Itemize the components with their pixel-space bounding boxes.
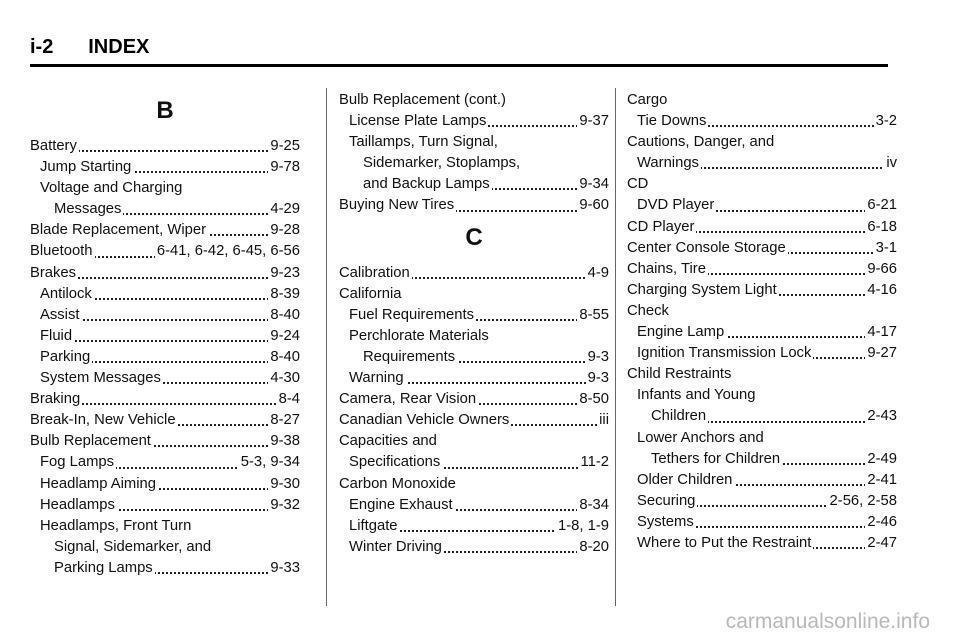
- index-entry-page: 3-1: [874, 238, 897, 259]
- index-entry-text: Check: [627, 302, 669, 319]
- index-entry: [627, 217, 897, 238]
- index-entry-page: 9-33: [268, 558, 300, 579]
- section-letter: C: [465, 223, 483, 251]
- index-entry: [339, 431, 609, 452]
- index-entry: [54, 558, 300, 579]
- index-entry-text: System Messages: [40, 370, 161, 387]
- index-entry: [40, 495, 300, 516]
- page-title: INDEX: [88, 36, 150, 58]
- index-entry-text: Canadian Vehicle Owners: [339, 412, 510, 429]
- index-entry-text: Engine Exhaust: [349, 496, 453, 513]
- index-entry-text: Warning: [349, 370, 404, 387]
- index-entry: [651, 449, 897, 470]
- index-entry: [349, 368, 609, 389]
- index-entry-text: Ignition Transmission Lock: [637, 345, 812, 362]
- index-entry-text: Chains, Tire: [627, 260, 706, 277]
- index-entry-text: Headlamps, Front Turn: [40, 517, 192, 534]
- index-entry-text: Bluetooth: [30, 243, 93, 260]
- index-entry-page: 2-41: [865, 470, 897, 491]
- index-entry-page: 4-29: [268, 199, 300, 220]
- index-entry: [30, 410, 300, 431]
- index-entry: [627, 280, 897, 301]
- index-entry-page: 6-18: [865, 217, 897, 238]
- index-entry: [627, 174, 897, 195]
- index-entry-text: Infants and Young: [637, 387, 756, 404]
- index-entry: [30, 220, 300, 241]
- index-entry: [30, 431, 300, 452]
- index-entry-page: 9-3: [586, 347, 609, 368]
- index-entry-text: Jump Starting: [40, 159, 132, 176]
- index-column-1: [30, 90, 300, 579]
- index-entry-text: Lower Anchors and: [637, 429, 764, 446]
- index-entry-text: Charging System Light: [627, 281, 777, 298]
- index-entry-page: 8-20: [577, 537, 609, 558]
- index-entry: [651, 406, 897, 427]
- index-entry-text: Parking: [40, 348, 91, 365]
- index-entry-page: 2-47: [865, 533, 897, 554]
- index-entry-page: 2-56, 2-58: [828, 491, 897, 512]
- index-entry-text: Headlamp Aiming: [40, 475, 156, 492]
- index-entry: [339, 389, 609, 410]
- index-entry-page: 8-27: [268, 410, 300, 431]
- index-entry: [40, 452, 300, 473]
- index-entry: [637, 533, 897, 554]
- index-entry-text: Capacities and: [339, 433, 437, 450]
- index-entry-page: 4-30: [268, 368, 300, 389]
- index-entry-text: Battery: [30, 138, 77, 154]
- index-entry-page: 9-28: [268, 220, 300, 241]
- index-entry-page: 11-2: [578, 452, 609, 473]
- index-entry-page: 2-49: [865, 449, 897, 470]
- index-entry-text: CD: [627, 176, 649, 193]
- index-entry-text: Antilock: [40, 285, 92, 302]
- index-entry-text: Signal, Sidemarker, and: [54, 538, 212, 555]
- index-entry-text: Buying New Tires: [339, 197, 455, 214]
- index-entry: [339, 410, 609, 431]
- index-entry-page: 4-9: [586, 263, 609, 284]
- index-entry-page: 5-3, 9-34: [239, 452, 300, 473]
- index-entry-text: Fuel Requirements: [349, 306, 475, 323]
- index-entry-page: 9-38: [268, 431, 300, 452]
- index-entry: [363, 153, 609, 174]
- index-entry: [637, 195, 897, 216]
- index-entry-text: Where to Put the Restraint: [637, 534, 812, 551]
- index-entry: [349, 516, 609, 537]
- column-divider: [326, 88, 327, 606]
- index-entry: [637, 153, 897, 174]
- index-entry: [40, 178, 300, 199]
- index-entry: [627, 132, 897, 153]
- index-entry-text: Blade Replacement, Wiper: [30, 222, 207, 239]
- index-entry: [627, 364, 897, 385]
- index-entry: [339, 284, 609, 305]
- index-entry-page: 9-34: [577, 174, 609, 195]
- index-entry-text: Tie Downs: [637, 113, 707, 130]
- index-entry-text: Break-In, New Vehicle: [30, 412, 176, 429]
- index-entry-page: 8-34: [577, 495, 609, 516]
- index-entry-text: Cautions, Danger, and: [627, 134, 775, 151]
- index-entry-text: Child Restraints: [627, 366, 732, 383]
- index-entry-text: Center Console Storage: [627, 239, 786, 256]
- index-entry: [30, 263, 300, 284]
- index-entry-text: CD Player: [627, 218, 695, 235]
- index-entry: [30, 241, 300, 262]
- index-entry-text: Parking Lamps: [54, 559, 153, 576]
- index-entry-page: 4-16: [865, 280, 897, 301]
- index-entry-page: 2-46: [865, 512, 897, 533]
- index-entry: [627, 238, 897, 259]
- index-entry-page: 1-8, 1-9: [556, 516, 609, 537]
- index-entry: [339, 195, 609, 216]
- index-entry: [54, 199, 300, 220]
- index-entry-page: 8-39: [268, 284, 300, 305]
- index-entry: [349, 452, 609, 473]
- watermark: carmanualsonline.info: [725, 610, 930, 633]
- index-entry-text: Cargo: [627, 92, 668, 108]
- index-entry-page: 9-25: [268, 136, 300, 157]
- index-entry-text: Tethers for Children: [651, 450, 781, 467]
- index-column-2: [339, 90, 609, 558]
- index-entry: [40, 347, 300, 368]
- index-entry: [339, 263, 609, 284]
- index-entry: [637, 385, 897, 406]
- index-entry-text: Older Children: [637, 471, 733, 488]
- page-header: [30, 36, 149, 59]
- index-entry-text: DVD Player: [637, 197, 715, 214]
- index-entry-text: Bulb Replacement: [30, 433, 151, 450]
- index-entry: [30, 136, 300, 157]
- index-entry-text: Fog Lamps: [40, 454, 115, 471]
- index-entry-page: 9-3: [586, 368, 609, 389]
- index-entry-page: 8-50: [577, 389, 609, 410]
- index-entry: [637, 111, 897, 132]
- index-entry-text: Bulb Replacement (cont.): [339, 92, 506, 108]
- index-entry-page: 9-24: [268, 326, 300, 347]
- page-number: i-2: [30, 36, 54, 58]
- index-entry: [349, 111, 609, 132]
- index-entry-page: 8-4: [277, 389, 300, 410]
- index-entry: [40, 368, 300, 389]
- index-entry-text: Carbon Monoxide: [339, 475, 456, 492]
- index-entry-page: 8-40: [268, 305, 300, 326]
- index-entry: [40, 516, 300, 537]
- index-entry-page: 9-60: [577, 195, 609, 216]
- index-entry: [349, 326, 609, 347]
- index-entry: [40, 474, 300, 495]
- index-entry-text: Assist: [40, 306, 80, 323]
- index-entry-text: Requirements: [363, 348, 456, 365]
- index-entry: [637, 343, 897, 364]
- index-entry: [637, 491, 897, 512]
- index-column-3: [627, 90, 897, 554]
- index-entry-page: 6-41, 6-42, 6-45, 6-56: [155, 241, 300, 262]
- index-entry-page: 8-40: [268, 347, 300, 368]
- index-entry-page: 8-55: [577, 305, 609, 326]
- index-entry-text: Perchlorate Materials: [349, 327, 489, 344]
- index-entry-page: 9-27: [865, 343, 897, 364]
- index-entry: [40, 326, 300, 347]
- index-entry-text: Winter Driving: [349, 538, 442, 555]
- index-entry: [40, 305, 300, 326]
- index-entry: [627, 259, 897, 280]
- index-entry: [637, 512, 897, 533]
- index-entry-text: License Plate Lamps: [349, 113, 487, 130]
- index-entry: [637, 470, 897, 491]
- index-entry-page: 3-2: [874, 111, 897, 132]
- index-entry-page: 9-32: [268, 495, 300, 516]
- index-entry-page: 9-37: [577, 111, 609, 132]
- index-entry-text: Sidemarker, Stoplamps,: [363, 155, 521, 172]
- index-entry-text: and Backup Lamps: [363, 176, 490, 193]
- index-entry-text: Warnings: [637, 155, 699, 172]
- index-entry: [627, 90, 897, 111]
- index-entry-page: 4-17: [865, 322, 897, 343]
- index-entry-page: iv: [884, 153, 897, 174]
- index-entry-page: 9-78: [268, 157, 300, 178]
- index-entry: [349, 495, 609, 516]
- index-entry-text: Brakes: [30, 264, 77, 281]
- index-entry-text: Calibration: [339, 264, 410, 281]
- index-entry: [349, 132, 609, 153]
- index-entry-text: Securing: [637, 492, 696, 509]
- index-entry-text: Headlamps: [40, 496, 115, 513]
- index-entry: [54, 537, 300, 558]
- index-entry: [40, 284, 300, 305]
- index-entry-text: Specifications: [349, 454, 441, 471]
- header-rule: [30, 64, 888, 67]
- index-entry: [40, 157, 300, 178]
- column-divider: [615, 88, 616, 606]
- index-entry-text: Braking: [30, 391, 81, 408]
- index-entry: [363, 347, 609, 368]
- index-entry-page: 6-21: [865, 195, 897, 216]
- index-entry-page: 2-43: [865, 406, 897, 427]
- index-entry: [627, 301, 897, 322]
- index-entry: [363, 174, 609, 195]
- index-entry-text: Fluid: [40, 327, 73, 344]
- index-entry-text: Engine Lamp: [637, 324, 725, 341]
- index-entry: [339, 90, 609, 111]
- index-entry-page: iii: [597, 410, 609, 431]
- index-entry-text: California: [339, 285, 402, 302]
- index-entry: [349, 537, 609, 558]
- section-letter: B: [156, 97, 174, 124]
- index-entry: [349, 305, 609, 326]
- index-entry: [30, 389, 300, 410]
- index-entry-text: Camera, Rear Vision: [339, 391, 477, 408]
- index-entry-page: 9-66: [865, 259, 897, 280]
- index-entry-text: Voltage and Charging: [40, 180, 183, 197]
- index-entry-text: Messages: [54, 201, 122, 218]
- index-entry-text: Children: [651, 408, 707, 425]
- index-entry: [339, 474, 609, 495]
- index-entry-text: Taillamps, Turn Signal,: [349, 134, 498, 151]
- index-entry: [637, 428, 897, 449]
- index-entry-text: Systems: [637, 513, 694, 530]
- index-entry-text: Liftgate: [349, 517, 398, 534]
- index-entry-page: 9-30: [268, 474, 300, 495]
- index-entry: [637, 322, 897, 343]
- index-entry-page: 9-23: [268, 263, 300, 284]
